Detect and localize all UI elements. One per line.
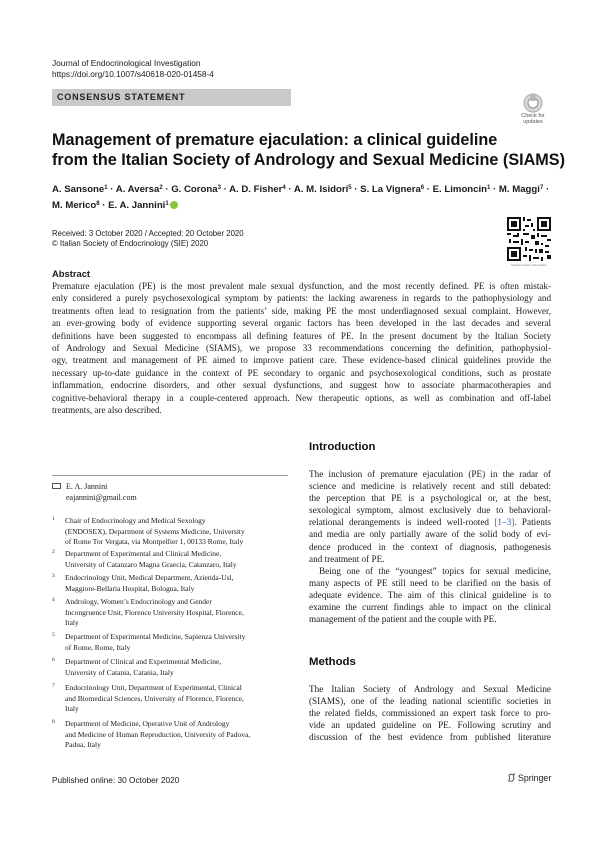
crossmark-label: Check for updates [521, 113, 545, 125]
orcid-icon[interactable] [170, 201, 178, 209]
abstract-line: ogy, treatment and management of PE aimed to improve patient care. These evidence-based clinical guidelines provide the [52, 355, 551, 366]
affiliation-number: 8 [52, 719, 55, 725]
text-line: examine the current findings able to impact on the clinical [309, 602, 551, 613]
author-affiliation: 7 [539, 185, 544, 191]
title-line-1: Management of premature ejaculation: a clinical guideline [52, 131, 498, 149]
correspondence-email[interactable]: eajannini@gmail.com [66, 492, 137, 502]
affiliation-line: University of Catania, Catania, Italy [65, 667, 174, 677]
article-dates [52, 229, 244, 249]
author-name[interactable]: A. D. Fisher [229, 184, 283, 195]
abstract-line: treatments, are also described. [52, 405, 162, 416]
abstract-line: definitions have been suggested to encompass all defining features of PE. In the present document by the Italian Society [52, 330, 551, 341]
envelope-icon [52, 483, 61, 489]
text-line: relational derangements is indeed well-rooted [1–3]. Patients [309, 517, 551, 528]
publisher-name: Springer [518, 773, 552, 783]
author-name[interactable]: A. Sansone [52, 184, 105, 195]
author-affiliation: 1 [487, 185, 491, 191]
author-line-1: A. Sansone$^1$ · A. Aversa$^2$ · G. Corona$^3$ · A. D. Fisher$^4$ · A. M. Isidori$^5$ · S. La Vignera$^6$ · E. Limoncin$^1$ · M. Maggi$^7$ · [52, 184, 550, 195]
text-line: The inclusion of premature ejaculation (PE) in the radar of [309, 469, 551, 479]
text-line: and treatment of PE. [309, 553, 385, 564]
methods-body [309, 683, 551, 743]
author-name[interactable]: S. La Vignera [360, 184, 421, 195]
text-line: and media are only partially aware of the solid body of evi- [309, 529, 551, 540]
text-line: Being one of the “youngest” topics for sexual medicine, [319, 565, 551, 576]
text-line: science and medicine is relatively recent and still debated: [309, 481, 551, 492]
author-name[interactable]: E. A. Jannini [108, 200, 166, 211]
affiliation-line: and Medicine of Human Reproduction, University of Padova, [65, 729, 251, 739]
author-affiliation: 8 [96, 201, 100, 207]
qr-code-icon[interactable] [507, 217, 551, 261]
affiliation-line: and Biomedical Sciences, University of Florence, Florence, [65, 693, 244, 703]
journal-name: Journal of Endocrinological Investigation [52, 58, 201, 68]
abstract-line: an ever-growing body of evidence supporting several organic factors has been developed in the last decades and several [52, 318, 551, 329]
correspondence-name: E. A. Jannini [66, 482, 108, 491]
author-affiliation: 6 [420, 185, 425, 191]
journal-header [52, 58, 214, 80]
title-line-2: from the Italian Society of Andrology and Sexual Medicine (SIAMS) [52, 151, 565, 169]
introduction-body [309, 468, 551, 625]
affiliation-line: (ENDOSEX), Department of Systems Medicine, University [65, 526, 245, 536]
abstract-line: treatments often lead to resignation from the patients’ side, making PE the most underdiagnosed sexual complaint. However, [52, 305, 551, 316]
affiliation-number: 3 [52, 573, 55, 579]
affiliation-line: Department of Clinical and Experimental Medicine, [65, 657, 222, 666]
article-title [52, 130, 565, 170]
affiliation-line: Padua, Italy [65, 740, 101, 749]
author-list [52, 181, 552, 213]
author-affiliation: 1 [165, 201, 169, 207]
publisher-logo [507, 773, 551, 783]
author-affiliation: 3 [217, 185, 221, 191]
affiliation-line: Andrology, Women’s Endocrinology and Gender [65, 597, 212, 606]
text-line: the perception that PE is a psychological or, at the best, [309, 493, 551, 504]
affiliation-line: of Rome, Rome, Italy [65, 642, 131, 652]
author-affiliation: 4 [282, 185, 286, 191]
text-line: dence produced in the context of diagnosis, pathogenesis [309, 541, 551, 552]
copyright: © Italian Society of Endocrinology (SIE) 2020 [52, 239, 209, 248]
author-line-2: M. Merico$^8$ · E. A. Jannini$^1$ [52, 197, 552, 213]
affiliation-line: University of Catanzaro Magna Graecia, Catanzaro, Italy [65, 559, 237, 569]
article-type-badge: CONSENSUS STATEMENT [52, 89, 291, 106]
author-name[interactable]: G. Corona [171, 184, 218, 195]
text-line: the related fields, commissioned an expert task force to pro- [309, 708, 551, 719]
author-affiliation: 5 [348, 185, 352, 191]
author-name[interactable]: A. M. Isidori [293, 184, 349, 195]
received-accepted: Received: 3 October 2020 / Accepted: 20 October 2020 [52, 229, 244, 238]
introduction-heading: Introduction [309, 441, 376, 453]
author-name[interactable]: A. Aversa [115, 184, 160, 195]
affiliation-number: 5 [52, 632, 55, 638]
affiliation-number: 7 [52, 683, 55, 689]
citation-link[interactable]: [1–3] [494, 517, 515, 528]
affiliation-line: Maggiore-Bellaria Hospital, Bologna, Italy [65, 583, 195, 593]
text-line: management of the patient and the couple with PE. [309, 614, 497, 625]
abstract-line: necessary up-to-date guidance in the context of PE secondary to organic and psychosexological conditions, such as prostate [52, 367, 551, 378]
abstract-line: cognitive-behavioral therapy in a couple-centered approach. New therapeutic options, as well as combination and off-label [52, 392, 551, 403]
affiliation-line: of Rome Tor Vergata, via Montpellier 1, 00133 Rome, Italy [65, 537, 244, 546]
text-line: sexological symptom, almost exclusively due to behavioral- [309, 505, 551, 516]
text-line: many aspects of PE still need to be clarified on the basis of [309, 577, 551, 588]
text-line: discussion of the best evidence from published literature [309, 732, 551, 743]
affiliation-line: Italy [65, 704, 79, 713]
abstract-line: enly considered a purely psychosexological symptom by patients: the lacking awareness in regards to the pathophysiology and [52, 293, 551, 304]
affiliation-number: 4 [52, 597, 55, 603]
text-line: adequate evidence. The aim of this clinical guideline is to [309, 589, 551, 600]
affiliation-number: 6 [52, 657, 55, 663]
affiliation-number: 1 [52, 516, 55, 522]
text-line: The Italian Society of Andrology and Sexual Medicine [309, 684, 551, 694]
qr-caption: Supplementary Information [510, 263, 548, 267]
text-line: vide an updated guideline on PE. Following scrutiny and [309, 720, 551, 731]
affiliation-number: 2 [52, 549, 55, 555]
abstract-heading: Abstract [52, 268, 91, 279]
affiliation-line: Incongruence Unit, Florence University Hospital, Florence, [65, 607, 244, 617]
published-date: Published online: 30 October 2020 [52, 775, 180, 785]
author-affiliation: 1 [104, 185, 108, 191]
affiliation-line: Endocrinology Unit, Department of Experimental, Clinical [65, 683, 242, 692]
abstract-line: Premature ejaculation (PE) is the most prevalent male sexual dysfunction, and the most recently defined. PE is often mistak- [52, 281, 551, 291]
column-divider [52, 475, 288, 476]
author-name[interactable]: M. Maggi [498, 184, 540, 195]
affiliation-line: Department of Experimental and Clinical Medicine, [65, 549, 222, 558]
author-name[interactable]: E. Limoncin [432, 184, 488, 195]
springer-horse-icon [507, 773, 516, 782]
affiliation-line: Endocrinology Unit, Medical Department, Azienda-Usl, [65, 573, 234, 582]
affiliation-line: Department of Medicine, Operative Unit of Andrology [65, 719, 230, 728]
doi-link[interactable]: https://doi.org/10.1007/s40618-020-01458-4 [52, 69, 214, 79]
abstract-body [52, 280, 551, 416]
methods-heading: Methods [309, 656, 356, 668]
text-line: (SIAMS), one of the leading national scientific societies in [309, 696, 551, 707]
abstract-line: inflammation, endocrine disorders, and other sexual dysfunctions, and suggest how to associate pharmacotherapies and [52, 380, 551, 391]
affiliation-line: Department of Experimental Medicine, Sapienza University [65, 632, 246, 641]
affiliation-line: Italy [65, 618, 79, 627]
author-affiliation: 2 [159, 185, 163, 191]
author-name[interactable]: M. Merico [52, 200, 97, 211]
affiliation-line: Chair of Endocrinology and Medical Sexology [65, 516, 206, 525]
abstract-line: of Andrology and Sexual Medicine (SIAMS), we propose 33 recommendations concerning the definition, pathophysiol- [52, 343, 551, 354]
